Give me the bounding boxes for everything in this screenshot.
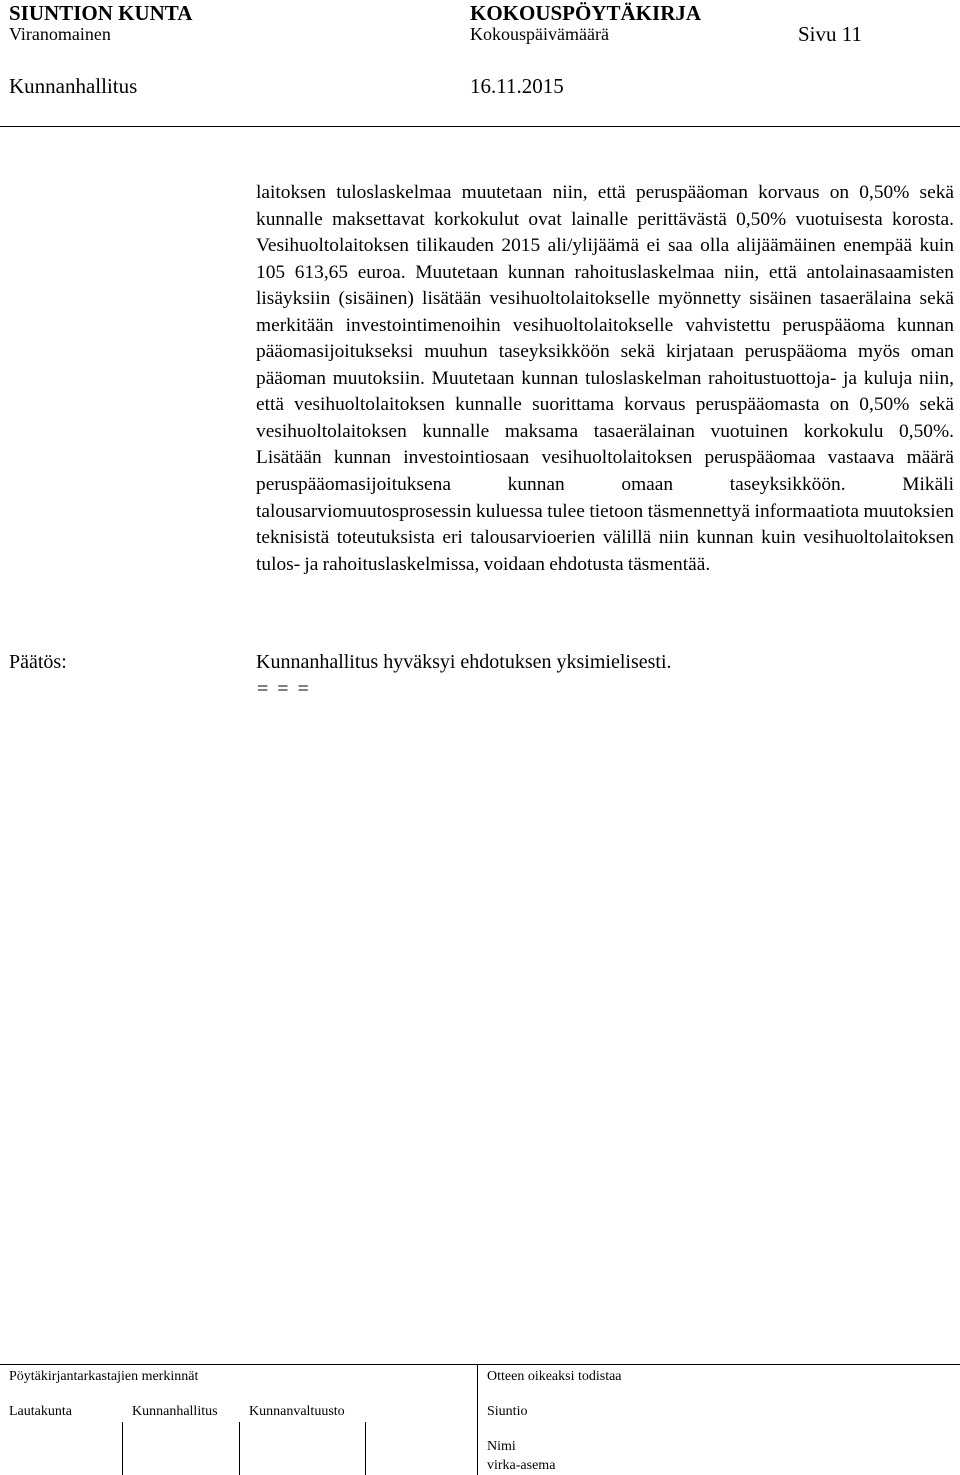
- name-label: Nimi: [487, 1439, 516, 1454]
- decision-label: Päätös:: [9, 651, 67, 673]
- position-label: virka-asema: [487, 1458, 556, 1473]
- footer-divider: [0, 1364, 960, 1365]
- footer-center-divider: [477, 1364, 478, 1475]
- column-lautakunta: Lautakunta: [9, 1404, 72, 1419]
- footer-column-divider-1: [122, 1422, 123, 1475]
- document-type: KOKOUSPÖYTÄKIRJA: [470, 1, 702, 25]
- organization-name: SIUNTION KUNTA: [9, 1, 193, 25]
- header-divider: [0, 126, 960, 127]
- meeting-date-label: Kokouspäivämäärä: [470, 24, 609, 44]
- footer-column-divider-2: [239, 1422, 240, 1475]
- page-number: Sivu 11: [798, 22, 862, 46]
- authority-name: Kunnanhallitus: [9, 74, 138, 98]
- decision-text: Kunnanhallitus hyväksyi ehdotuksen yksimielisesti.: [256, 651, 672, 673]
- proposal-paragraph: laitoksen tuloslaskelmaa muutetaan niin, että peruspääoman korvaus on 0,50% sekä kunnalle maksettavat korkokulut ovat lainalle perittävästä 0,50% vuotuisesta korosta. Vesihuoltolaitoksen tilikauden 2015 ali/ylijäämä ei saa olla alijäämäinen enempää kuin 105 613,65 euroa. Muutetaan kunnan rahoituslaskelmaa niin, että antolainasaamisten lisäyksiin (sisäinen) lisätään vesihuoltolaitokselle myönnetty sisäinen tasaerälaina sekä merkitään investointimenoihin vesihuoltolaitokselle vahvistettu peruspääoma kunnan pääomasijoitukseksi muuhun taseyksikköön sekä kirjataan peruspääoma myös oman pääoman muutoksiin. Muutetaan kunnan tuloslaskelman rahoitustuottoja- ja kuluja niin, että vesihuoltolaitoksen kunnalle suorittama korvaus peruspääomasta on 0,50% sekä vesihuoltolaitoksen kunnalle maksama tasaerälainan vuotuinen korkokulu 0,50%. Lisätään kunnan investointiosaan vesihuoltolaitoksen peruspääomaa vastaava määrä peruspääomasijoituksena kunnan omaan taseyksikköön. Mikäli talousarviomuutosprosessin kuluessa tulee tietoon täsmennettyä informaatiota muutoksien teknisistä toteutuksista eri talousarvioerien välillä niin kunnan kuin vesihuoltolaitoksen tulos- ja rahoituslaskelmissa, voidaan ehdotusta täsmentää.: [256, 182, 954, 575]
- reviewers-label: Pöytäkirjantarkastajien merkinnät: [9, 1369, 199, 1384]
- footer-column-divider-3: [365, 1422, 366, 1475]
- column-kunnanvaltuusto: Kunnanvaltuusto: [249, 1404, 345, 1419]
- certified-copy-label: Otteen oikeaksi todistaa: [487, 1369, 622, 1384]
- place: Siuntio: [487, 1404, 528, 1419]
- column-kunnanhallitus: Kunnanhallitus: [132, 1404, 218, 1419]
- authority-label: Viranomainen: [9, 24, 111, 44]
- end-marker: = = =: [257, 678, 311, 700]
- meeting-date: 16.11.2015: [470, 74, 564, 98]
